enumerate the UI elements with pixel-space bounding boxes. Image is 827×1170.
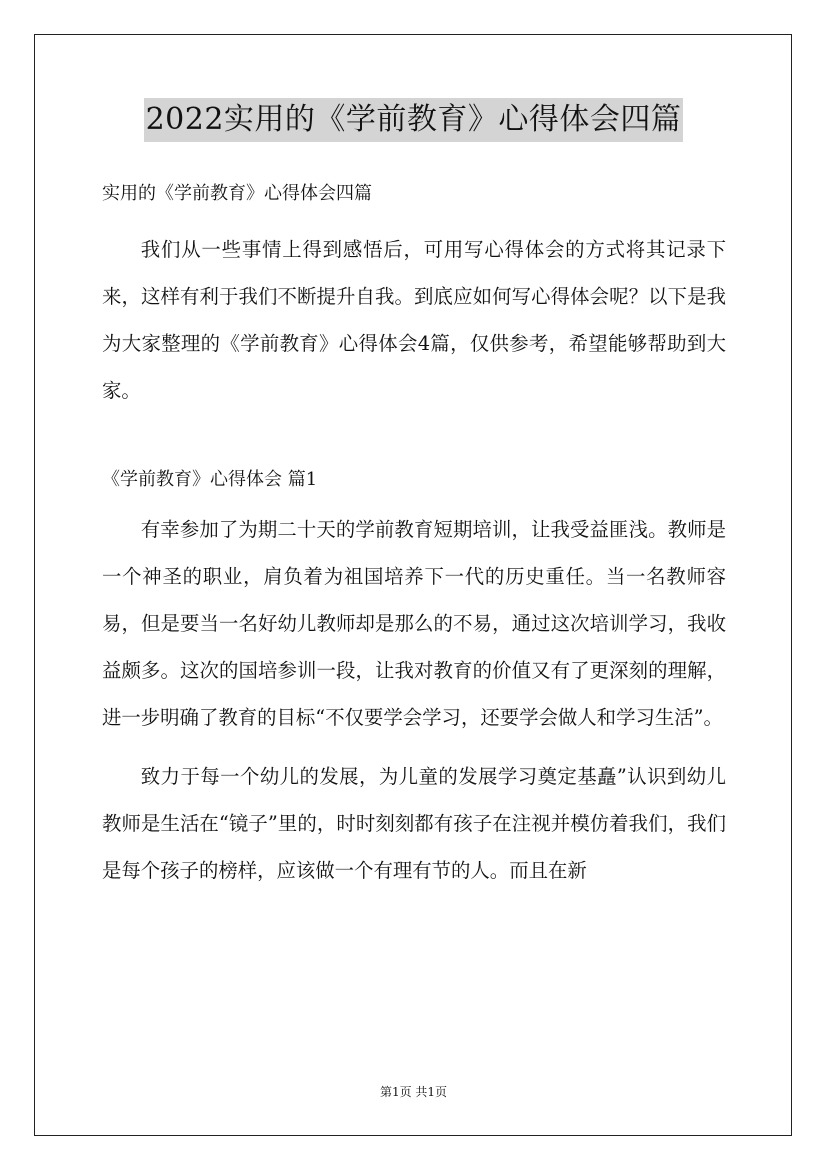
page-footer: 第1页 共1页: [379, 1085, 448, 1099]
document-subtitle: 实用的《学前教育》心得体会四篇: [102, 183, 372, 204]
body-paragraph: 致力于每一个幼儿的发展，为儿童的发展学习奠定基矗”认识到幼儿教师是生活在“镜子”里的，时时刻刻都有孩子在注视并模仿着我们，我们是每个孩子的榜样，应该做一个有理有节的人。而且在新: [102, 765, 726, 882]
intro-paragraph: 我们从一些事情上得到感悟后，可用写心得体会的方式将其记录下来，这样有利于我们不断提升自我。到底应如何写心得体会呢？以下是我为大家整理的《学前教育》心得体会4篇，仅供参考，希望能够帮助到大家。: [102, 238, 726, 402]
title-container: [0, 98, 827, 142]
section-spacer: [102, 414, 726, 458]
document-title: 2022实用的《学前教育》心得体会四篇: [144, 98, 684, 142]
document-body: [102, 174, 726, 894]
section-heading: 《学前教育》心得体会 篇1: [102, 469, 318, 490]
body-paragraph: 有幸参加了为期二十天的学前教育短期培训，让我受益匪浅。教师是一个神圣的职业，肩负着为祖国培养下一代的历史重任。当一名教师容易，但是要当一名好幼儿教师却是那么的不易，通过这次培训学习，我收益颇多。这次的国培参训一段，让我对教育的价值又有了更深刻的理解，进一步明确了教育的目标“不仅要学会学习，还要学会做人和学习生活”。: [102, 518, 726, 729]
